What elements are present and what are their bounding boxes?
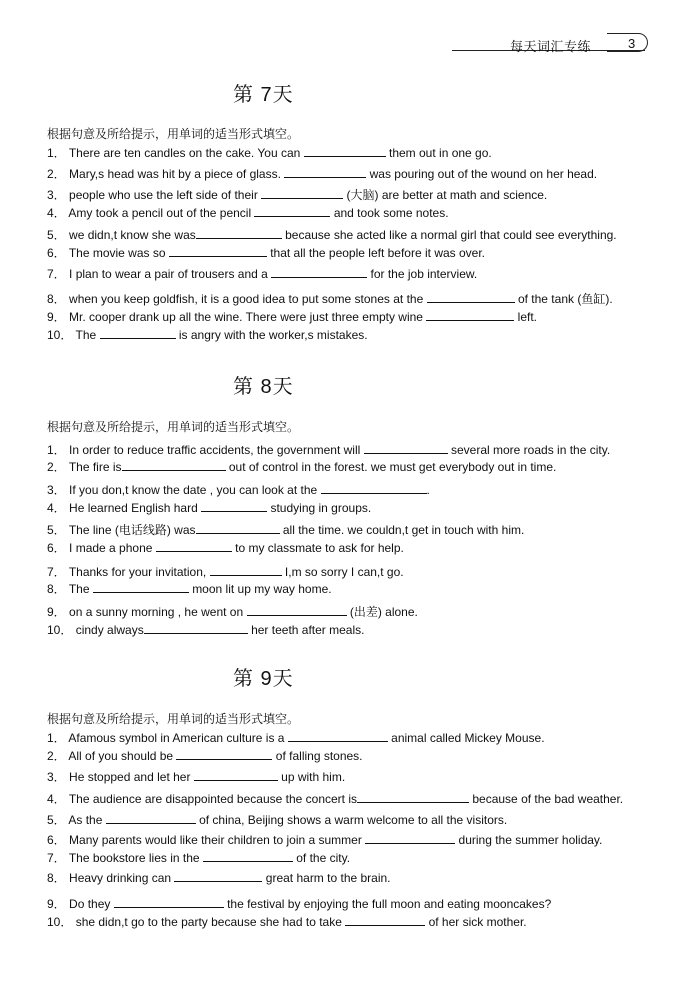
answer-blank[interactable] <box>100 327 176 339</box>
answer-blank[interactable] <box>196 522 280 534</box>
answer-blank[interactable] <box>93 581 189 593</box>
question-item: 2． The fire is out of control in the forest. we must get everybody out in time. <box>47 460 557 474</box>
answer-blank[interactable] <box>210 564 282 576</box>
page-number: 3 <box>628 36 636 51</box>
question-item: 6． Many parents would like their children to join a summer during the summer holiday. <box>47 833 603 847</box>
question-item: 10． cindy always her teeth after meals. <box>47 623 365 637</box>
question-item: 9． on a sunny morning , he went on (出差) alone. <box>47 605 418 619</box>
answer-blank[interactable] <box>156 540 232 552</box>
instruction: 根据句意及所给提示，用单词的适当形式填空。 <box>47 712 300 726</box>
question-item: 5． we didn,t know she was because she acted like a normal girl that could see everything. <box>47 228 617 242</box>
instruction: 根据句意及所给提示，用单词的适当形式填空。 <box>47 420 300 434</box>
answer-blank[interactable] <box>288 730 388 742</box>
answer-blank[interactable] <box>271 266 367 278</box>
question-item: 2． Mary,s head was hit by a piece of glass. was pouring out of the wound on her head. <box>47 167 598 181</box>
answer-blank[interactable] <box>106 812 196 824</box>
answer-blank[interactable] <box>254 205 330 217</box>
day-title: 第 9天 <box>233 668 294 690</box>
question-item: 4． The audience are disappointed because the concert is because of the bad weather. <box>47 792 624 806</box>
question-item: 4． He learned English hard studying in groups. <box>47 501 372 515</box>
answer-blank[interactable] <box>345 914 425 926</box>
question-item: 6． The movie was so that all the people left before it was over. <box>47 246 486 260</box>
question-item: 4． Amy took a pencil out of the pencil and took some notes. <box>47 206 449 220</box>
question-item: 10． The is angry with the worker,s mistakes. <box>47 328 368 342</box>
question-item: 9． Mr. cooper drank up all the wine. There were just three empty wine left. <box>47 310 538 324</box>
answer-blank[interactable] <box>247 604 347 616</box>
answer-blank[interactable] <box>196 227 282 239</box>
header-title: 每天词汇专练 <box>510 39 592 54</box>
answer-blank[interactable] <box>174 870 262 882</box>
answer-blank[interactable] <box>194 769 278 781</box>
answer-blank[interactable] <box>365 832 455 844</box>
day-title: 第 8天 <box>233 376 294 398</box>
answer-blank[interactable] <box>201 500 267 512</box>
answer-blank[interactable] <box>261 187 343 199</box>
question-item: 8． The moon lit up my way home. <box>47 582 332 596</box>
question-item: 8． when you keep goldfish, it is a good idea to put some stones at the of the tank (鱼缸). <box>47 292 613 306</box>
question-item: 6． I made a phone to my classmate to ask for help. <box>47 541 404 555</box>
question-item: 9． Do they the festival by enjoying the full moon and eating mooncakes? <box>47 897 552 911</box>
question-item: 7． The bookstore lies in the of the city. <box>47 851 351 865</box>
answer-blank[interactable] <box>304 145 386 157</box>
answer-blank[interactable] <box>427 291 515 303</box>
question-item: 10． she didn,t go to the party because she had to take of her sick mother. <box>47 915 527 929</box>
question-item: 7． I plan to wear a pair of trousers and a for the job interview. <box>47 267 478 281</box>
answer-blank[interactable] <box>114 896 224 908</box>
answer-blank[interactable] <box>122 459 226 471</box>
question-item: 8． Heavy drinking can great harm to the brain. <box>47 871 391 885</box>
answer-blank[interactable] <box>364 442 448 454</box>
question-item: 2． All of you should be of falling stones. <box>47 749 363 763</box>
instruction: 根据句意及所给提示，用单词的适当形式填空。 <box>47 127 300 141</box>
answer-blank[interactable] <box>284 166 366 178</box>
question-item: 1． In order to reduce traffic accidents, the government will several more roads in the city. <box>47 443 611 457</box>
question-item: 3． people who use the left side of their (大脑) are better at math and science. <box>47 188 548 202</box>
day-title: 第 7天 <box>233 84 294 106</box>
answer-blank[interactable] <box>169 245 267 257</box>
question-item: 7． Thanks for your invitation, I,m so sorry I can,t go. <box>47 565 404 579</box>
question-item: 5． As the of china, Beijing shows a warm welcome to all the visitors. <box>47 813 508 827</box>
answer-blank[interactable] <box>176 748 272 760</box>
question-item: 1． There are ten candles on the cake. You can them out in one go. <box>47 146 492 160</box>
answer-blank[interactable] <box>426 309 514 321</box>
answer-blank[interactable] <box>144 622 248 634</box>
answer-blank[interactable] <box>357 791 469 803</box>
answer-blank[interactable] <box>203 850 293 862</box>
question-item: 3． He stopped and let her up with him. <box>47 770 346 784</box>
question-item: 1． Afamous symbol in American culture is a animal called Mickey Mouse. <box>47 731 545 745</box>
question-item: 5． The line (电话线路) was all the time. we couldn,t get in touch with him. <box>47 523 525 537</box>
answer-blank[interactable] <box>321 482 427 494</box>
question-item: 3． If you don,t know the date , you can look at the . <box>47 483 430 497</box>
